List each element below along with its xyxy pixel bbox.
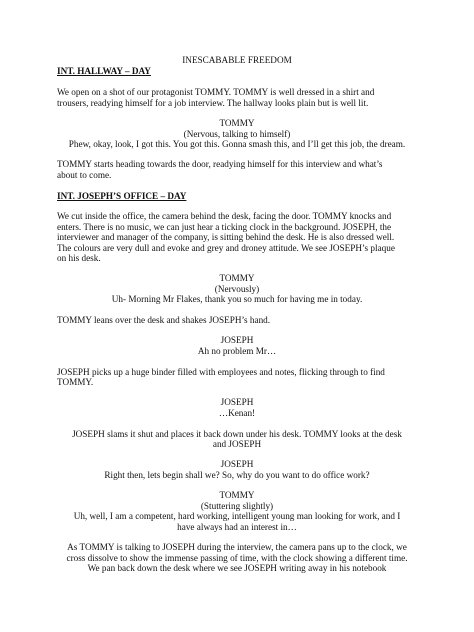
character-name: TOMMY <box>219 273 255 283</box>
action-line: trousers, readying himself for a job interview. The hallway looks plain but is well lit. <box>57 98 369 108</box>
dialogue-line: Right then, lets begin shall we? So, why do you want to do office work? <box>104 470 370 480</box>
action-line-centered: We pan back down the desk where we see JOSEPH writing away in his notebook <box>87 563 387 573</box>
action-line: TOMMY leans over the desk and shakes JOSEPH’s hand. <box>57 315 271 325</box>
dialogue-line: Uh- Morning Mr Flakes, thank you so much for having me in today. <box>111 294 363 304</box>
character-name: JOSEPH <box>220 335 254 345</box>
dialogue-line: have always had an interest in… <box>177 522 297 532</box>
action-line-centered: cross dissolve to show the immense passing of time, with the clock showing a different time. <box>66 553 408 563</box>
action-line: We open on a shot of our protagonist TOMMY. TOMMY is well dressed in a shirt and <box>57 87 375 97</box>
action-line: JOSEPH picks up a huge binder filled with employees and notes, flicking through to find <box>57 367 385 377</box>
action-line: about to come. <box>57 170 112 180</box>
parenthetical: (Stuttering slightly) <box>200 501 274 511</box>
character-name: JOSEPH <box>220 459 254 469</box>
parenthetical: (Nervous, talking to himself) <box>183 129 291 139</box>
character-name: TOMMY <box>219 490 255 500</box>
action-line: TOMMY. <box>57 377 94 387</box>
character-name: TOMMY <box>219 118 255 128</box>
scene-heading-office: INT. JOSEPH’S OFFICE – DAY <box>57 191 187 201</box>
action-line: The colours are very dull and evoke and grey and droney attitude. We see JOSEPH’s plaque <box>57 243 395 253</box>
action-line: We cut inside the office, the camera behind the desk, facing the door. TOMMY knocks and <box>57 211 392 221</box>
character-name: JOSEPH <box>220 397 254 407</box>
dialogue-line: …Kenan! <box>218 408 256 418</box>
script-title: INESCABABLE FREEDOM <box>182 55 292 65</box>
action-line-centered: JOSEPH slams it shut and places it back down under his desk. TOMMY looks at the desk <box>72 429 402 439</box>
action-line: TOMMY starts heading towards the door, readying himself for this interview and what’s <box>57 159 383 169</box>
action-line: on his desk. <box>57 253 101 263</box>
action-line-centered: As TOMMY is talking to JOSEPH during the interview, the camera pans up to the clock, we <box>67 542 407 552</box>
action-line: interviewer and manager of the company, is sitting behind the desk. He is also dressed well. <box>57 232 395 242</box>
action-line: enters. There is no music, we can just hear a ticking clock in the background. JOSEPH, the <box>57 222 392 232</box>
dialogue-line: Uh, well, I am a competent, hard working, intelligent young man looking for work, and I <box>73 511 401 521</box>
parenthetical: (Nervously) <box>214 284 260 294</box>
dialogue-line: Phew, okay, look, I got this. You got this. Gonna smash this, and I’ll get this job, the dream. <box>68 139 406 149</box>
action-line-centered: and JOSEPH <box>212 439 262 449</box>
scene-heading-hallway: INT. HALLWAY – DAY <box>57 66 151 76</box>
dialogue-line: Ah no problem Mr… <box>197 346 277 356</box>
